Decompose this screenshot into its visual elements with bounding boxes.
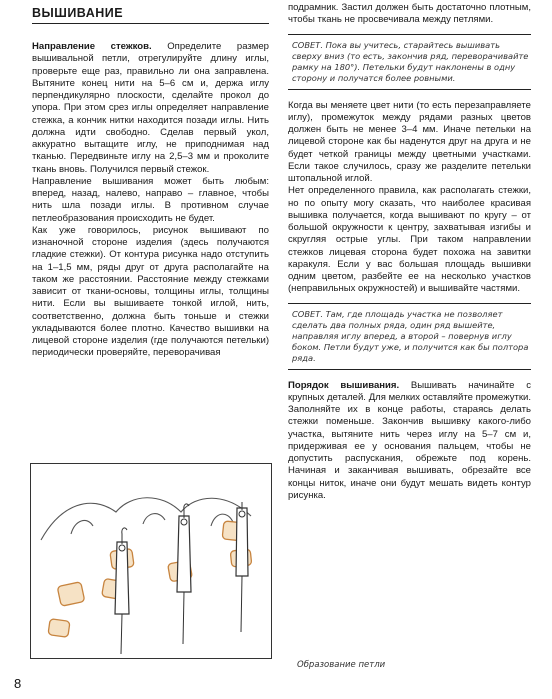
right-paragraph-2: Когда вы меняете цвет нити (то есть перезаправляете иглу), промежуток между рядами разных цветов должен быть не менее 3–4 мм. Иначе петельки на лицевой стороне как бы наденутся друг на друга и не будет четкой границы между цветными участками. Если такое случилось, сразу же разделите петельки штопальной иглой. <box>288 99 531 184</box>
embroidery-order-heading: Порядок вышивания. <box>288 379 400 391</box>
left-paragraph-1-text: Определите размер вышивальной петли, отрегулируйте длину иглы, проверьте еще раз, правильно ли она заправлена. Вытяните конец нити на 5–6 см и, держа иглу перпендикулярно плоскости, сделайте прокол до упора. При этом срез иглы определяет направление стежка, а кончик нитки находится позади иглы. Нить должна идти свободно. Сделав первый укол, аккуратно вытащите иглу, не приподнимая над тканью. Передвиньте иглу на 2,5–3 мм и проколите ткань вновь. Получился первый стежок. <box>32 41 269 175</box>
right-paragraph-1: подрамник. Застил должен быть достаточно плотным, чтобы ткань не просвечивала между петлями. <box>288 2 531 26</box>
left-column <box>32 6 269 360</box>
left-paragraph-2: Направление вышивания может быть любым: вперед, назад, налево, направо – главное, чтобы нить шла позади иглы. В противном случае петлеобразования происходить не будет. <box>32 175 269 224</box>
page-number: 8 <box>14 676 22 691</box>
right-paragraph-4-text: Вышивать начинайте с крупных деталей. Для мелких оставляйте промежутки. Заполняйте их в конце работы, стараясь делать стежки поменьше. Закончив вышивку какого-либо участка, вытяните нить через иглу на 5–7 см и, придерживая ее у основания пальцем, чтобы не допустить распускания, обрежьте под корень. Начиная и заканчивая вышивать, обрезайте все концы ниток, иначе они будут мешать видеть контур рисунка. <box>288 379 531 501</box>
section-title: ВЫШИВАНИЕ <box>32 6 269 24</box>
right-paragraph-4 <box>288 380 531 503</box>
right-column <box>288 2 531 502</box>
tip-2-text: Там, где площадь участка не позволяет сделать два полных ряда, один ряд вышейте, направляя иглу вперед, а второй – повернув иглу боком. Петли будут уже, и получится как бы полтора ряда. <box>292 308 529 363</box>
left-paragraph-1 <box>32 41 269 176</box>
loop-formation-illustration <box>30 463 272 659</box>
tip-1-text: Пока вы учитесь, старайтесь вышивать сверху вниз (то есть, закончив ряд, переворачивайте рамку на 180°). Петельки будут наклонены в одну сторону и получатся более ровными. <box>292 39 529 83</box>
left-body <box>32 41 269 360</box>
tip-1-label: СОВЕТ. <box>292 39 323 50</box>
tip-box-2 <box>288 303 531 370</box>
stitch-direction-heading: Направление стежков. <box>32 41 152 52</box>
tip-2-label: СОВЕТ. <box>292 308 323 319</box>
right-paragraph-3: Нет определенного правила, как располагать стежки, но по опыту могу сказать, что наиболее красивая вышивка получается, когда вышивают по кругу – от большой окружности к центру, захватывая изгибы и скругляя острые углы. При таком направлении стежков лицевая сторона будет похожа на завитки каракуля. Если у вас большая площадь вышивки одним цветом, разбейте ее на несколько участков (неправильных окружностей) и вышивайте частями. <box>288 185 531 295</box>
tip-box-1 <box>288 34 531 90</box>
left-paragraph-3: Как уже говорилось, рисунок вышивают по изнаночной стороне изделия (здесь получаются гладкие стежки). От контура рисунка надо отступить на 1–1,5 мм, ряды друг от друга располагайте на таком же расстоянии. Расстояние между стежками зависит от ткани-основы, толщины иглы, толщины нити. Если вы вышиваете тонкой иглой, нить, соответственно, должна быть тоньше и стежки укладываются более плотно. Качество вышивки на лицевой стороне изделия (где получаются петельки) периодически проверяйте, переворачивая <box>32 224 269 359</box>
figure-caption: Образование петли <box>297 660 386 670</box>
needles-illustration <box>31 464 271 658</box>
